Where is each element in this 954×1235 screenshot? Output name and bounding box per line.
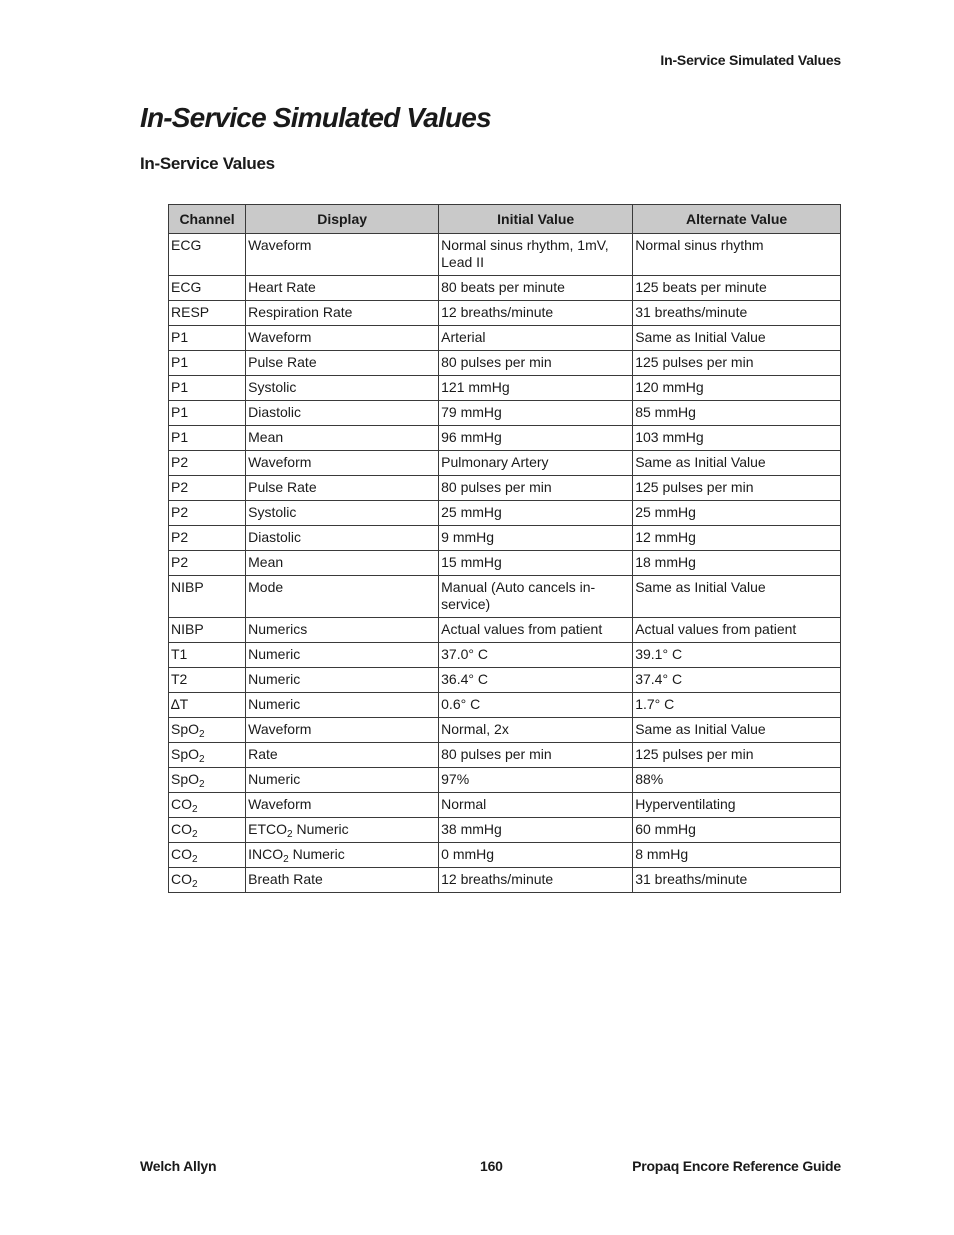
cell-channel: [169, 526, 246, 551]
table-row: [169, 276, 841, 301]
cell-display: [246, 843, 439, 868]
cell-alternate-value: [633, 526, 841, 551]
column-header-channel: Channel: [169, 205, 246, 234]
cell-channel: [169, 451, 246, 476]
cell-alternate-value: [633, 793, 841, 818]
cell-initial-value: [439, 426, 633, 451]
table-row: [169, 868, 841, 893]
cell-channel-text: P2: [171, 454, 189, 470]
cell-channel-text: CO: [171, 871, 192, 887]
footer-guide-title: Propaq Encore Reference Guide: [632, 1158, 841, 1174]
cell-channel: [169, 768, 246, 793]
cell-display: [246, 618, 439, 643]
cell-alternate-value: [633, 376, 841, 401]
cell-alternate-value: [633, 301, 841, 326]
cell-initial-value-text: 0.6° C: [441, 696, 481, 712]
cell-initial-value-text: Normal sinus rhythm, 1mV, Lead II: [441, 237, 609, 270]
cell-display-text: Respiration Rate: [248, 304, 353, 320]
cell-initial-value-text: Manual (Auto cancels in-service): [441, 579, 596, 612]
cell-alternate-value: [633, 234, 841, 276]
cell-alternate-value-text: 60 mmHg: [635, 821, 696, 837]
cell-alternate-value: [633, 426, 841, 451]
table-row: [169, 234, 841, 276]
cell-channel-text: P2: [171, 529, 189, 545]
table-row: [169, 818, 841, 843]
cell-initial-value: [439, 326, 633, 351]
cell-initial-value: [439, 401, 633, 426]
cell-initial-value: [439, 693, 633, 718]
cell-initial-value: [439, 818, 633, 843]
cell-initial-value: [439, 451, 633, 476]
cell-initial-value: [439, 301, 633, 326]
cell-initial-value-text: 97%: [441, 771, 470, 787]
cell-alternate-value: [633, 818, 841, 843]
cell-display-text: Mean: [248, 429, 284, 445]
cell-display-text: Numerics: [248, 621, 308, 637]
cell-channel-text: ECG: [171, 237, 202, 253]
cell-channel-subscript: 2: [192, 854, 198, 865]
cell-initial-value: [439, 743, 633, 768]
cell-channel: [169, 476, 246, 501]
cell-channel: [169, 501, 246, 526]
table-row: [169, 768, 841, 793]
page-title: In-Service Simulated Values: [140, 102, 491, 133]
cell-channel: [169, 843, 246, 868]
cell-channel-text: P1: [171, 404, 189, 420]
cell-channel: [169, 818, 246, 843]
cell-display: [246, 501, 439, 526]
cell-initial-value-text: 121 mmHg: [441, 379, 510, 395]
cell-initial-value-text: 36.4° C: [441, 671, 488, 687]
cell-display: [246, 551, 439, 576]
cell-display-text: Diastolic: [248, 529, 302, 545]
cell-channel: [169, 401, 246, 426]
cell-channel-text: NIBP: [171, 621, 204, 637]
cell-initial-value-text: 80 beats per minute: [441, 279, 565, 295]
cell-channel: [169, 426, 246, 451]
cell-display: [246, 793, 439, 818]
running-header: In-Service Simulated Values: [660, 52, 841, 68]
cell-channel-subscript: 2: [199, 729, 205, 740]
cell-display-text: Systolic: [248, 504, 297, 520]
cell-alternate-value: [633, 843, 841, 868]
column-header-initial-value: Initial Value: [439, 205, 633, 234]
cell-alternate-value-text: 31 breaths/minute: [635, 871, 748, 887]
cell-channel: [169, 351, 246, 376]
cell-initial-value: [439, 643, 633, 668]
cell-alternate-value: [633, 401, 841, 426]
cell-initial-value: [439, 234, 633, 276]
cell-alternate-value-text: Same as Initial Value: [635, 329, 766, 345]
cell-initial-value: [439, 526, 633, 551]
cell-display: [246, 526, 439, 551]
cell-channel-text: T1: [171, 646, 188, 662]
cell-channel: [169, 326, 246, 351]
cell-display-text: Waveform: [248, 454, 312, 470]
cell-initial-value: [439, 793, 633, 818]
cell-initial-value-text: 0 mmHg: [441, 846, 495, 862]
cell-alternate-value-text: 125 pulses per min: [635, 746, 754, 762]
cell-alternate-value-text: 88%: [635, 771, 664, 787]
cell-display-text: Waveform: [248, 796, 312, 812]
cell-initial-value-text: 79 mmHg: [441, 404, 502, 420]
cell-alternate-value: [633, 276, 841, 301]
cell-initial-value: [439, 843, 633, 868]
cell-alternate-value-text: 8 mmHg: [635, 846, 689, 862]
cell-display-text: Systolic: [248, 379, 297, 395]
column-header-display: Display: [246, 205, 439, 234]
cell-alternate-value: [633, 351, 841, 376]
cell-display: [246, 451, 439, 476]
cell-display-text: Diastolic: [248, 404, 302, 420]
cell-channel: [169, 234, 246, 276]
cell-channel: [169, 668, 246, 693]
cell-display-text: INCO: [248, 846, 284, 862]
cell-alternate-value-text: Hyperventilating: [635, 796, 736, 812]
cell-display: [246, 693, 439, 718]
footer-company: Welch Allyn: [140, 1158, 217, 1174]
table-row: [169, 526, 841, 551]
cell-display-text: Pulse Rate: [248, 354, 317, 370]
cell-channel: [169, 693, 246, 718]
cell-alternate-value: [633, 451, 841, 476]
cell-alternate-value: [633, 326, 841, 351]
table-row: [169, 326, 841, 351]
cell-display-text: Waveform: [248, 237, 312, 253]
cell-channel-text: ECG: [171, 279, 202, 295]
cell-alternate-value: [633, 743, 841, 768]
cell-display: [246, 376, 439, 401]
cell-channel-text: P2: [171, 479, 189, 495]
cell-channel: [169, 376, 246, 401]
cell-display: [246, 818, 439, 843]
cell-channel-text: P2: [171, 554, 189, 570]
cell-display-suffix: Numeric: [288, 846, 345, 862]
cell-display: [246, 868, 439, 893]
cell-initial-value: [439, 351, 633, 376]
cell-channel-text: SpO: [171, 771, 200, 787]
cell-display-text: Mode: [248, 579, 284, 595]
cell-alternate-value-text: 12 mmHg: [635, 529, 696, 545]
table-row: [169, 668, 841, 693]
cell-alternate-value: [633, 576, 841, 618]
cell-initial-value: [439, 576, 633, 618]
cell-initial-value-text: 80 pulses per min: [441, 479, 552, 495]
cell-alternate-value: [633, 868, 841, 893]
cell-initial-value: [439, 501, 633, 526]
cell-channel-text: CO: [171, 821, 192, 837]
table-row: [169, 576, 841, 618]
cell-display: [246, 301, 439, 326]
cell-channel: [169, 718, 246, 743]
cell-display-text: Numeric: [248, 696, 301, 712]
cell-display-text: ETCO: [248, 821, 288, 837]
cell-channel: [169, 618, 246, 643]
cell-display: [246, 476, 439, 501]
cell-initial-value: [439, 551, 633, 576]
cell-channel-text: P1: [171, 379, 189, 395]
cell-channel-subscript: 2: [199, 779, 205, 790]
cell-channel: [169, 551, 246, 576]
table-row: [169, 301, 841, 326]
cell-alternate-value-text: 1.7° C: [635, 696, 675, 712]
cell-channel-text: CO: [171, 796, 192, 812]
cell-channel-text: SpO: [171, 721, 200, 737]
cell-alternate-value-text: 37.4° C: [635, 671, 683, 687]
cell-alternate-value: [633, 501, 841, 526]
cell-display-text: Numeric: [248, 671, 301, 687]
cell-initial-value: [439, 618, 633, 643]
cell-alternate-value: [633, 668, 841, 693]
table-row: [169, 793, 841, 818]
table-row: [169, 501, 841, 526]
table-row: [169, 551, 841, 576]
cell-channel-subscript: 2: [192, 829, 198, 840]
cell-initial-value-text: Normal, 2x: [441, 721, 509, 737]
cell-initial-value-text: 15 mmHg: [441, 554, 502, 570]
table-row: [169, 718, 841, 743]
cell-alternate-value-text: 18 mmHg: [635, 554, 696, 570]
table-row: [169, 451, 841, 476]
cell-channel-text: P1: [171, 354, 189, 370]
cell-display-suffix: Numeric: [292, 821, 349, 837]
cell-display-text: Pulse Rate: [248, 479, 317, 495]
cell-channel: [169, 793, 246, 818]
cell-channel-text: SpO: [171, 746, 200, 762]
cell-channel-text: P2: [171, 504, 189, 520]
table-row: [169, 618, 841, 643]
column-header-alternate-value: Alternate Value: [633, 205, 841, 234]
cell-initial-value-text: 80 pulses per min: [441, 354, 552, 370]
cell-display: [246, 718, 439, 743]
table-body: [169, 234, 841, 893]
cell-initial-value: [439, 718, 633, 743]
cell-channel-text: CO: [171, 846, 192, 862]
cell-display: [246, 743, 439, 768]
cell-alternate-value-text: 31 breaths/minute: [635, 304, 748, 320]
cell-alternate-value: [633, 618, 841, 643]
cell-display: [246, 326, 439, 351]
cell-initial-value-text: 25 mmHg: [441, 504, 502, 520]
cell-channel: [169, 643, 246, 668]
table-row: [169, 743, 841, 768]
table-row: [169, 476, 841, 501]
cell-initial-value-text: Arterial: [441, 329, 486, 345]
cell-alternate-value-text: Same as Initial Value: [635, 579, 766, 595]
cell-alternate-value-text: 85 mmHg: [635, 404, 696, 420]
cell-initial-value: [439, 376, 633, 401]
in-service-values-table: [168, 204, 841, 893]
cell-alternate-value: [633, 718, 841, 743]
cell-display: [246, 768, 439, 793]
cell-initial-value-text: Normal: [441, 796, 487, 812]
cell-alternate-value: [633, 693, 841, 718]
table-row: [169, 351, 841, 376]
cell-initial-value-text: 37.0° C: [441, 646, 488, 662]
cell-display: [246, 576, 439, 618]
cell-display: [246, 643, 439, 668]
cell-initial-value-text: 12 breaths/minute: [441, 871, 554, 887]
cell-initial-value: [439, 476, 633, 501]
cell-channel-text: P1: [171, 329, 189, 345]
table-row: [169, 401, 841, 426]
cell-initial-value-text: 9 mmHg: [441, 529, 495, 545]
table-row: [169, 693, 841, 718]
cell-display: [246, 426, 439, 451]
cell-display: [246, 234, 439, 276]
cell-display-text: Heart Rate: [248, 279, 316, 295]
cell-channel-subscript: 2: [199, 754, 205, 765]
cell-alternate-value-text: 39.1° C: [635, 646, 683, 662]
cell-display-text: Numeric: [248, 771, 301, 787]
cell-initial-value: [439, 868, 633, 893]
cell-channel-subscript: 2: [192, 879, 198, 890]
cell-channel: [169, 576, 246, 618]
cell-alternate-value-text: 120 mmHg: [635, 379, 704, 395]
cell-initial-value-text: 96 mmHg: [441, 429, 502, 445]
cell-channel-text: NIBP: [171, 579, 204, 595]
table-row: [169, 643, 841, 668]
table-row: [169, 426, 841, 451]
cell-channel-subscript: 2: [192, 804, 198, 815]
cell-display-subscript: 2: [283, 854, 289, 865]
cell-channel-text: RESP: [171, 304, 210, 320]
cell-display-subscript: 2: [287, 829, 293, 840]
cell-channel-text: ∆T: [171, 696, 189, 712]
cell-initial-value: [439, 768, 633, 793]
cell-display: [246, 276, 439, 301]
cell-channel-text: T2: [171, 671, 188, 687]
cell-display-text: Numeric: [248, 646, 301, 662]
cell-alternate-value-text: 125 pulses per min: [635, 479, 754, 495]
footer-page-number: 160: [480, 1158, 503, 1174]
cell-initial-value-text: Pulmonary Artery: [441, 454, 549, 470]
cell-alternate-value: [633, 643, 841, 668]
cell-alternate-value-text: 125 beats per minute: [635, 279, 767, 295]
table-header-row: [169, 205, 841, 234]
cell-alternate-value-text: Same as Initial Value: [635, 454, 766, 470]
table-row: [169, 843, 841, 868]
cell-display: [246, 351, 439, 376]
cell-alternate-value-text: Same as Initial Value: [635, 721, 766, 737]
cell-display-text: Breath Rate: [248, 871, 323, 887]
cell-display-text: Rate: [248, 746, 278, 762]
cell-display-text: Waveform: [248, 721, 312, 737]
section-heading: In-Service Values: [140, 154, 275, 173]
cell-initial-value-text: 80 pulses per min: [441, 746, 552, 762]
cell-initial-value-text: 12 breaths/minute: [441, 304, 554, 320]
cell-initial-value-text: 38 mmHg: [441, 821, 502, 837]
cell-display: [246, 668, 439, 693]
cell-channel: [169, 301, 246, 326]
cell-alternate-value-text: 103 mmHg: [635, 429, 704, 445]
cell-initial-value-text: Actual values from patient: [441, 621, 603, 637]
cell-alternate-value-text: Normal sinus rhythm: [635, 237, 764, 253]
cell-display-text: Waveform: [248, 329, 312, 345]
cell-initial-value: [439, 276, 633, 301]
cell-alternate-value: [633, 768, 841, 793]
cell-alternate-value: [633, 476, 841, 501]
cell-channel-text: P1: [171, 429, 189, 445]
cell-alternate-value-text: 125 pulses per min: [635, 354, 754, 370]
cell-alternate-value-text: 25 mmHg: [635, 504, 696, 520]
cell-channel: [169, 743, 246, 768]
cell-channel: [169, 868, 246, 893]
cell-alternate-value-text: Actual values from patient: [635, 621, 797, 637]
cell-initial-value: [439, 668, 633, 693]
cell-alternate-value: [633, 551, 841, 576]
cell-display: [246, 401, 439, 426]
table-row: [169, 376, 841, 401]
cell-channel: [169, 276, 246, 301]
cell-display-text: Mean: [248, 554, 284, 570]
